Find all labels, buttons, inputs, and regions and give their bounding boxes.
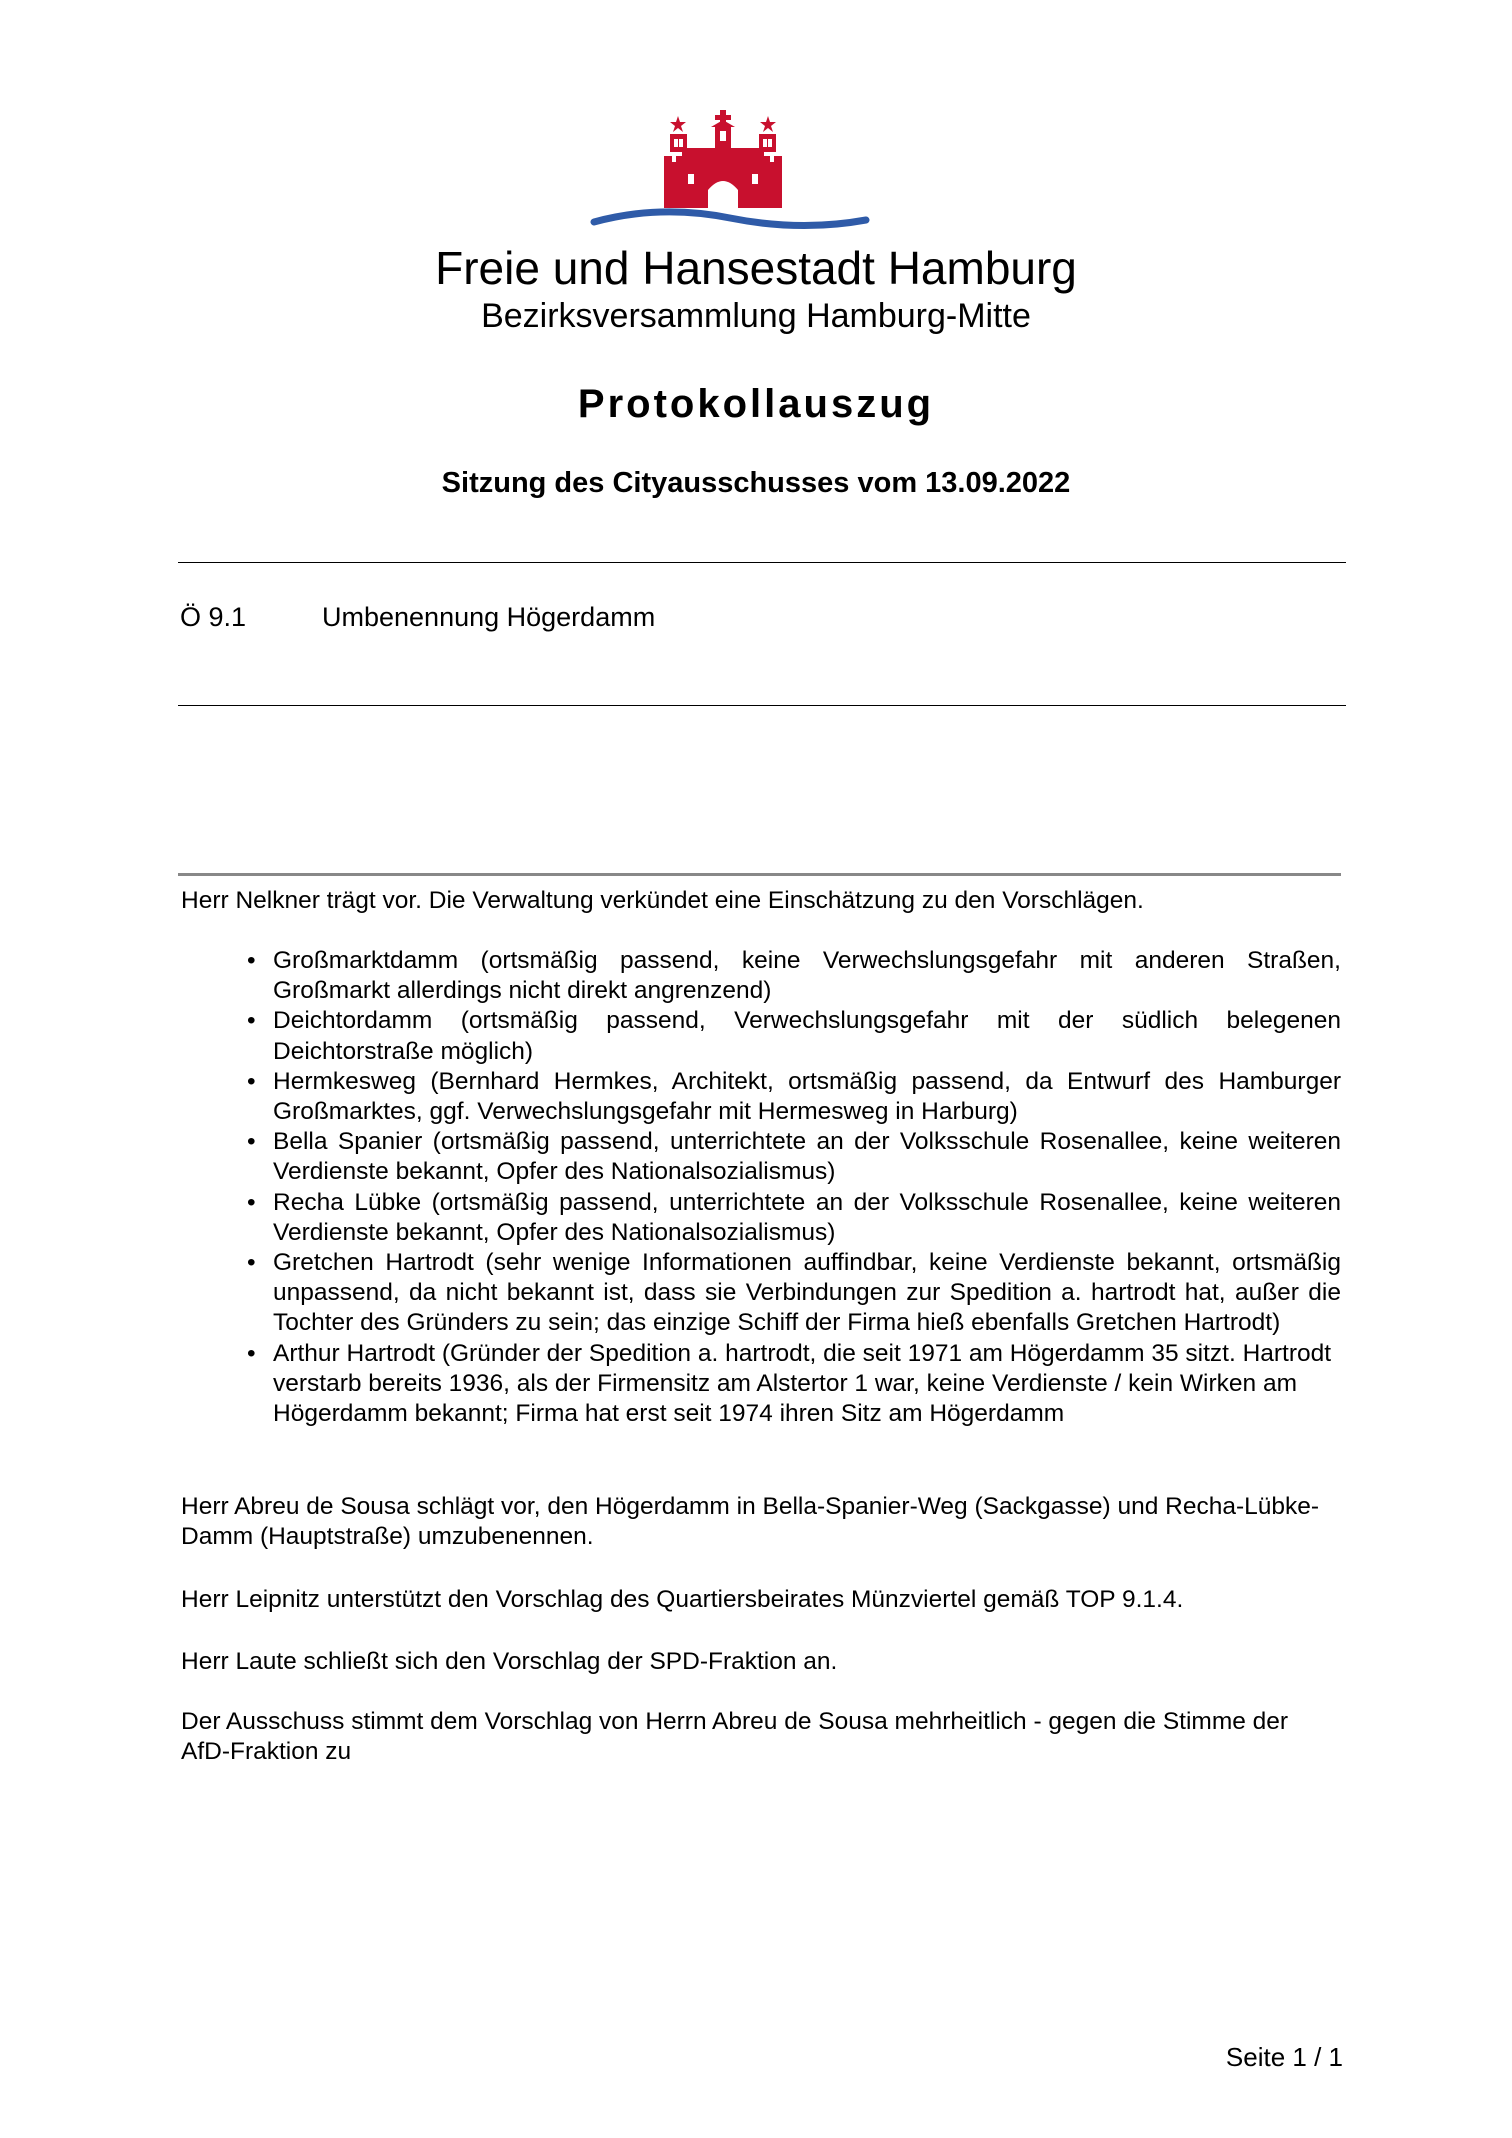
bullet-icon: • bbox=[247, 1007, 256, 1035]
intro-paragraph: Herr Nelkner trägt vor. Die Verwaltung verkündet eine Einschätzung zu den Vorschlägen. bbox=[181, 887, 1144, 914]
document-type-title: Protokollauszug bbox=[577, 382, 935, 426]
leipnitz-paragraph: Herr Leipnitz unterstützt den Vorschlag des Quartiersbeirates Münzviertel gemäß TOP 9.1.4. bbox=[181, 1586, 1184, 1613]
list-item bbox=[226, 1188, 1341, 1248]
list-item bbox=[226, 946, 1341, 1006]
hamburg-coat-of-arms-logo bbox=[590, 110, 870, 238]
proposal-list bbox=[226, 946, 1341, 1429]
bullet-icon: • bbox=[247, 1067, 256, 1095]
bullet-icon: • bbox=[247, 947, 256, 974]
divider-gray bbox=[178, 873, 1341, 876]
list-item-text: Deichtordamm (ortsmäßig passend, Verwechslungsgefahr mit der südlich belegenen Deichtorstraße möglich) bbox=[273, 1007, 1341, 1065]
list-item-text: Arthur Hartrodt (Gründer der Spedition a. hartrodt, die seit 1971 am Högerdamm 35 sitzt. Hartrodt verstarb bereits 1936, als der Firmensitz am Alstertor 1 war, keine Verdienste / kein Wirken am Högerdamm bekannt; Firma hat erst seit 1974 ihren Sitz am Högerdamm bbox=[273, 1339, 1332, 1428]
wave-icon bbox=[594, 212, 866, 226]
bullet-icon: • bbox=[247, 1249, 256, 1277]
list-item bbox=[226, 1006, 1341, 1066]
page-number: Seite 1 / 1 bbox=[1225, 2042, 1343, 2072]
list-item-text: Gretchen Hartrodt (sehr wenige Informationen auffindbar, keine Verdienste bekannt, ortsmäßig unpassend, da nicht bekannt ist, dass sie Verbindungen zur Spedition a. hartrodt hat, außer die Tochter des Gründers zu sein; das einzige Schiff der Firma hieß ebenfalls Gretchen Hartrodt) bbox=[273, 1249, 1341, 1337]
bullet-icon: • bbox=[247, 1339, 256, 1367]
list-item bbox=[226, 1067, 1341, 1127]
list-item-text: Hermkesweg (Bernhard Hermkes, Architekt, ortsmäßig passend, da Entwurf des Hamburger Großmarktes, ggf. Verwechslungsgefahr mit Hermesweg in Harburg) bbox=[273, 1067, 1341, 1126]
list-item-text: Bella Spanier (ortsmäßig passend, unterrichtete an der Volksschule Rosenallee, keine weiteren Verdienste bekannt, Opfer des Nationalsozialismus) bbox=[273, 1128, 1341, 1186]
divider-middle bbox=[178, 705, 1346, 706]
list-item bbox=[226, 1248, 1341, 1339]
divider-top bbox=[178, 562, 1346, 563]
city-title: Freie und Hansestadt Hamburg bbox=[435, 242, 1077, 294]
bullet-icon: • bbox=[247, 1128, 256, 1156]
proposal-paragraph: Herr Abreu de Sousa schlägt vor, den Högerdamm in Bella-Spanier-Weg (Sackgasse) und Recha-Lübke-Damm (Hauptstraße) umzubenennen. bbox=[181, 1493, 1320, 1550]
session-title: Sitzung des Cityausschusses vom 13.09.2022 bbox=[441, 467, 1071, 499]
district-title: Bezirksversammlung Hamburg-Mitte bbox=[481, 297, 1031, 335]
list-item-text: Großmarktdamm (ortsmäßig passend, keine Verwechslungsgefahr mit anderen Straßen, Großmarkt allerdings nicht direkt angrenzend) bbox=[273, 947, 1341, 1005]
vote-paragraph: Der Ausschuss stimmt dem Vorschlag von Herrn Abreu de Sousa mehrheitlich - gegen die Stimme der AfD-Fraktion zu bbox=[181, 1708, 1289, 1765]
list-item bbox=[226, 1127, 1341, 1187]
list-item-text: Recha Lübke (ortsmäßig passend, unterrichtete an der Volksschule Rosenallee, keine weiteren Verdienste bekannt, Opfer des Nationalsozialismus) bbox=[273, 1188, 1341, 1246]
agenda-item-number: Ö 9.1 bbox=[180, 602, 247, 632]
list-item bbox=[226, 1339, 1341, 1430]
bullet-icon: • bbox=[247, 1188, 256, 1216]
laute-paragraph: Herr Laute schließt sich den Vorschlag der SPD-Fraktion an. bbox=[181, 1648, 838, 1675]
agenda-item-title: Umbenennung Högerdamm bbox=[322, 602, 656, 632]
